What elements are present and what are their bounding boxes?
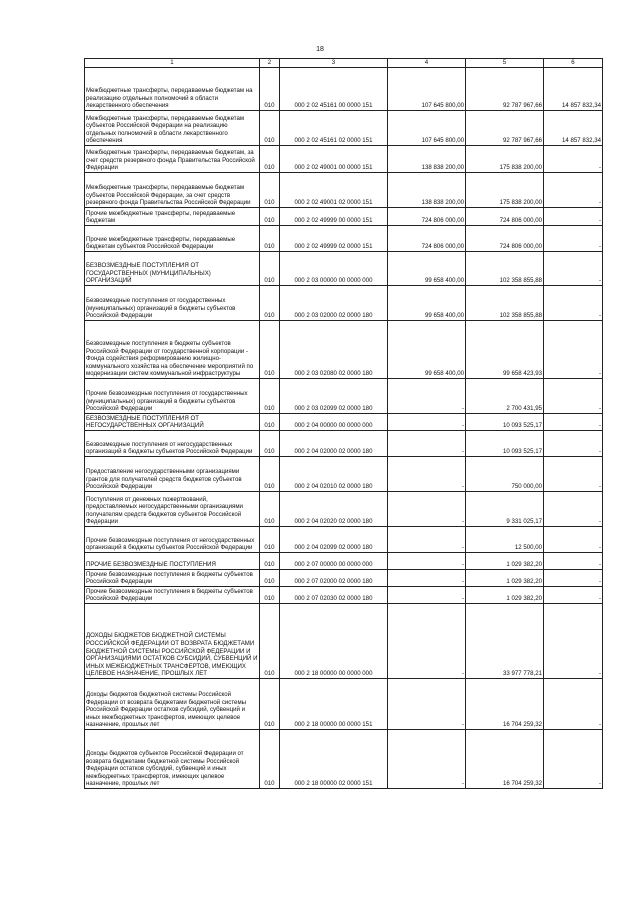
cell-name: Межбюджетные трансферты, передаваемые бюджетам на реализацию отдельных полномочий в области лекарственного обеспечения <box>85 68 260 111</box>
cell-rest: - <box>544 173 603 208</box>
cell-code: 010 <box>260 379 280 414</box>
cell-rest: 14 857 832,34 <box>544 68 603 111</box>
cell-name: Прочие межбюджетные трансферты, передаваемые бюджетам субъектов Российской Федерации <box>85 226 260 252</box>
cell-kbk: 000 2 03 02000 02 0000 180 <box>280 286 388 321</box>
cell-fact: 724 806 000,00 <box>466 226 544 252</box>
cell-plan: 99 658 400,00 <box>388 286 466 321</box>
table-row <box>85 527 603 553</box>
cell-plan: 99 658 400,00 <box>388 321 466 379</box>
table-row <box>85 68 603 111</box>
cell-rest: - <box>544 570 603 587</box>
cell-rest: - <box>544 286 603 321</box>
cell-rest: - <box>544 321 603 379</box>
table-row <box>85 457 603 492</box>
table-row <box>85 431 603 457</box>
cell-name: ПРОЧИЕ БЕЗВОЗМЕЗДНЫЕ ПОСТУПЛЕНИЯ <box>85 553 260 570</box>
cell-name: Доходы бюджетов бюджетной системы Российской Федерации от возврата бюджетами бюджетной системы Российской Федерации остатков субсидий, субвенций и иных межбюджетных трансфертов, имеющих целевое назначение, прошлых лет <box>85 679 260 730</box>
column-header-4: 4 <box>388 59 466 68</box>
cell-kbk: 000 2 02 49001 00 0000 151 <box>280 146 388 173</box>
cell-rest: - <box>544 252 603 286</box>
table-row <box>85 414 603 431</box>
cell-code: 010 <box>260 226 280 252</box>
cell-code: 010 <box>260 321 280 379</box>
table-row <box>85 553 603 570</box>
cell-plan: - <box>388 379 466 414</box>
cell-rest: - <box>544 587 603 604</box>
table-row <box>85 679 603 730</box>
cell-plan: - <box>388 431 466 457</box>
cell-rest: - <box>544 679 603 730</box>
cell-rest: - <box>544 146 603 173</box>
cell-fact: 1 029 382,20 <box>466 570 544 587</box>
table-row <box>85 321 603 379</box>
cell-kbk: 000 2 03 00000 00 0000 000 <box>280 252 388 286</box>
cell-plan: - <box>388 492 466 527</box>
column-header-3: 3 <box>280 59 388 68</box>
cell-name: Межбюджетные трансферты, передаваемые бюджетам субъектов Российской Федерации, за счет средств резервного фонда Правительства Российской Федерации <box>85 173 260 208</box>
cell-code: 010 <box>260 587 280 604</box>
cell-rest: - <box>544 457 603 492</box>
cell-fact: 92 787 967,66 <box>466 68 544 111</box>
cell-plan: - <box>388 587 466 604</box>
cell-name: Предоставление негосударственными организациями грантов для получателей средств бюджетов субъектов Российской Федерации <box>85 457 260 492</box>
cell-fact: 16 704 259,32 <box>466 679 544 730</box>
page-number: 18 <box>316 46 324 53</box>
cell-code: 010 <box>260 553 280 570</box>
cell-rest: - <box>544 226 603 252</box>
cell-plan: - <box>388 679 466 730</box>
cell-code: 010 <box>260 173 280 208</box>
cell-fact: 10 093 525,17 <box>466 414 544 431</box>
cell-fact: 9 331 025,17 <box>466 492 544 527</box>
table-body <box>85 68 603 789</box>
cell-fact: 175 838 200,00 <box>466 173 544 208</box>
cell-name: Поступления от денежных пожертвований, предоставляемых негосударственными организациями получателям средств бюджетов субъектов Российской Федерации <box>85 492 260 527</box>
cell-name: БЕЗВОЗМЕЗДНЫЕ ПОСТУПЛЕНИЯ ОТ ГОСУДАРСТВЕННЫХ (МУНИЦИПАЛЬНЫХ) ОРГАНИЗАЦИЙ <box>85 252 260 286</box>
cell-plan: 138 838 200,00 <box>388 146 466 173</box>
cell-rest: 14 857 832,34 <box>544 111 603 146</box>
cell-fact: 1 029 382,20 <box>466 587 544 604</box>
table-row <box>85 111 603 146</box>
table-row <box>85 492 603 527</box>
cell-fact: 750 000,00 <box>466 457 544 492</box>
table-row <box>85 146 603 173</box>
cell-kbk: 000 2 18 00000 00 0000 000 <box>280 604 388 679</box>
cell-kbk: 000 2 18 00000 02 0000 151 <box>280 730 388 789</box>
cell-plan: 107 645 800,00 <box>388 68 466 111</box>
cell-name: Безвозмездные поступления от государственных (муниципальных) организаций в бюджеты субъектов Российской Федерации <box>85 286 260 321</box>
cell-code: 010 <box>260 68 280 111</box>
cell-kbk: 000 2 07 00000 00 0000 000 <box>280 553 388 570</box>
cell-fact: 10 093 525,17 <box>466 431 544 457</box>
cell-plan: - <box>388 730 466 789</box>
table-row <box>85 587 603 604</box>
column-header-2: 2 <box>260 59 280 68</box>
cell-rest: - <box>544 431 603 457</box>
cell-rest: - <box>544 379 603 414</box>
cell-plan: - <box>388 553 466 570</box>
table-row <box>85 173 603 208</box>
column-header-6: 6 <box>544 59 603 68</box>
cell-name: ДОХОДЫ БЮДЖЕТОВ БЮДЖЕТНОЙ СИСТЕМЫ РОССИЙСКОЙ ФЕДЕРАЦИИ ОТ ВОЗВРАТА БЮДЖЕТАМИ БЮДЖЕТНОЙ СИСТЕМЫ РОССИЙСКОЙ ФЕДЕРАЦИИ И ОРГАНИЗАЦИЯМИ ОСТАТКОВ СУБСИДИЙ, СУБВЕНЦИЙ И ИНЫХ МЕЖБЮДЖЕТНЫХ ТРАНСФЕРТОВ, ИМЕЮЩИХ ЦЕЛЕВОЕ НАЗНАЧЕНИЕ, ПРОШЛЫХ ЛЕТ <box>85 604 260 679</box>
cell-name: Прочие безвозмездные поступления от государственных (муниципальных) организаций в бюджеты субъектов Российской Федерации <box>85 379 260 414</box>
cell-name: Прочие безвозмездные поступления в бюджеты субъектов Российской Федерации <box>85 587 260 604</box>
budget-revenue-table <box>84 58 603 789</box>
cell-name: Прочие безвозмездные поступления от негосударственных организаций в бюджеты субъектов Российской Федерации <box>85 527 260 553</box>
cell-fact: 16 704 259,32 <box>466 730 544 789</box>
cell-rest: - <box>544 414 603 431</box>
header-row <box>85 59 603 68</box>
table-row <box>85 252 603 286</box>
cell-kbk: 000 2 02 49999 02 0000 151 <box>280 226 388 252</box>
cell-kbk: 000 2 18 00000 00 0000 151 <box>280 679 388 730</box>
cell-code: 010 <box>260 527 280 553</box>
cell-kbk: 000 2 03 02080 02 0000 180 <box>280 321 388 379</box>
cell-kbk: 000 2 04 00000 00 0000 000 <box>280 414 388 431</box>
cell-kbk: 000 2 04 02010 02 0000 180 <box>280 457 388 492</box>
table-row <box>85 379 603 414</box>
cell-name: БЕЗВОЗМЕЗДНЫЕ ПОСТУПЛЕНИЯ ОТ НЕГОСУДАРСТВЕННЫХ ОРГАНИЗАЦИЙ <box>85 414 260 431</box>
cell-name: Безвозмездные поступления в бюджеты субъектов Российской Федерации от государственной корпорации - Фонда содействия реформированию жилищно-коммунального хозяйства на обеспечение мероприятий по модернизации систем коммунальной инфраструктуры <box>85 321 260 379</box>
cell-plan: - <box>388 414 466 431</box>
cell-code: 010 <box>260 457 280 492</box>
cell-fact: 33 977 778,21 <box>466 604 544 679</box>
table-row <box>85 570 603 587</box>
cell-name: Межбюджетные трансферты, передаваемые бюджетам, за счет средств резервного фонда Правительства Российской Федерации <box>85 146 260 173</box>
table-row <box>85 730 603 789</box>
cell-code: 010 <box>260 492 280 527</box>
cell-name: Прочие межбюджетные трансферты, передаваемые бюджетам <box>85 208 260 226</box>
cell-kbk: 000 2 03 02099 02 0000 180 <box>280 379 388 414</box>
cell-code: 010 <box>260 679 280 730</box>
cell-code: 010 <box>260 286 280 321</box>
column-header-5: 5 <box>466 59 544 68</box>
table-row <box>85 286 603 321</box>
cell-name: Доходы бюджетов субъектов Российской Федерации от возврата бюджетами бюджетной системы Российской Федерации остатков субсидий, субвенций и иных межбюджетных трансфертов, имеющих целевое назначение, прошлых лет <box>85 730 260 789</box>
cell-kbk: 000 2 07 02000 02 0000 180 <box>280 570 388 587</box>
cell-code: 010 <box>260 414 280 431</box>
cell-fact: 102 358 855,88 <box>466 252 544 286</box>
cell-fact: 102 358 855,88 <box>466 286 544 321</box>
cell-plan: 107 645 800,00 <box>388 111 466 146</box>
cell-rest: - <box>544 527 603 553</box>
cell-kbk: 000 2 02 45161 02 0000 151 <box>280 111 388 146</box>
cell-code: 010 <box>260 252 280 286</box>
cell-rest: - <box>544 730 603 789</box>
cell-kbk: 000 2 02 49999 00 0000 151 <box>280 208 388 226</box>
cell-name: Прочие безвозмездные поступления в бюджеты субъектов Российской Федерации <box>85 570 260 587</box>
cell-fact: 1 029 382,20 <box>466 553 544 570</box>
cell-rest: - <box>544 492 603 527</box>
cell-code: 010 <box>260 431 280 457</box>
cell-fact: 175 838 200,00 <box>466 146 544 173</box>
cell-code: 010 <box>260 111 280 146</box>
cell-kbk: 000 2 07 02030 02 0000 180 <box>280 587 388 604</box>
cell-code: 010 <box>260 570 280 587</box>
cell-name: Межбюджетные трансферты, передаваемые бюджетам субъектов Российской Федерации на реализацию отдельных полномочий в области лекарственного обеспечения <box>85 111 260 146</box>
cell-kbk: 000 2 04 02099 02 0000 180 <box>280 527 388 553</box>
cell-fact: 99 658 423,93 <box>466 321 544 379</box>
cell-kbk: 000 2 02 45161 00 0000 151 <box>280 68 388 111</box>
cell-code: 010 <box>260 208 280 226</box>
cell-rest: - <box>544 553 603 570</box>
cell-name: Безвозмездные поступления от негосударственных организаций в бюджеты субъектов Российской Федерации <box>85 431 260 457</box>
cell-plan: 724 806 000,00 <box>388 226 466 252</box>
cell-fact: 2 700 431,95 <box>466 379 544 414</box>
cell-rest: - <box>544 208 603 226</box>
cell-fact: 724 806 000,00 <box>466 208 544 226</box>
table-header <box>85 59 603 68</box>
table-row <box>85 208 603 226</box>
cell-plan: - <box>388 457 466 492</box>
cell-rest: - <box>544 604 603 679</box>
cell-plan: 724 806 000,00 <box>388 208 466 226</box>
cell-plan: 138 838 200,00 <box>388 173 466 208</box>
table-row <box>85 604 603 679</box>
cell-plan: 99 658 400,00 <box>388 252 466 286</box>
table-row <box>85 226 603 252</box>
cell-plan: - <box>388 604 466 679</box>
cell-code: 010 <box>260 146 280 173</box>
cell-kbk: 000 2 02 49001 02 0000 151 <box>280 173 388 208</box>
cell-plan: - <box>388 570 466 587</box>
cell-code: 010 <box>260 730 280 789</box>
cell-fact: 12 500,00 <box>466 527 544 553</box>
cell-plan: - <box>388 527 466 553</box>
cell-fact: 92 787 967,66 <box>466 111 544 146</box>
cell-kbk: 000 2 04 02020 02 0000 180 <box>280 492 388 527</box>
column-header-1: 1 <box>85 59 260 68</box>
cell-code: 010 <box>260 604 280 679</box>
cell-kbk: 000 2 04 02000 02 0000 180 <box>280 431 388 457</box>
